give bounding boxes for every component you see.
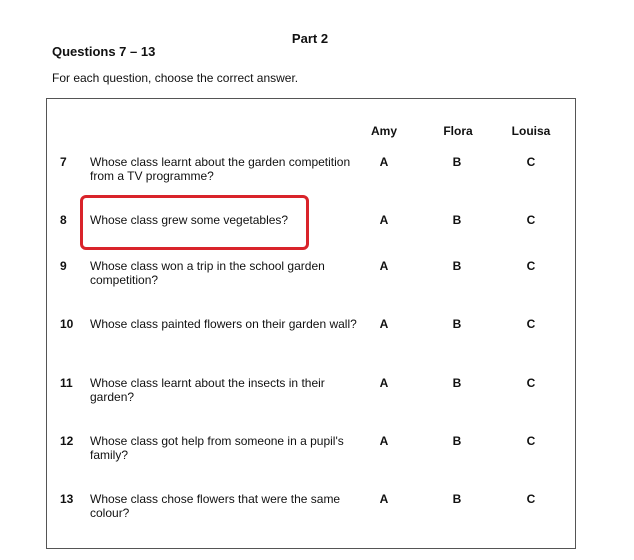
column-header-louisa: Louisa (511, 124, 551, 138)
option-a[interactable]: A (379, 213, 389, 227)
question-text: Whose class painted flowers on their garden wall? (90, 317, 357, 331)
option-a[interactable]: A (379, 317, 389, 331)
option-b[interactable]: B (452, 376, 462, 390)
highlight-box (80, 195, 309, 250)
question-text: Whose class grew some vegetables? (90, 213, 289, 227)
option-a[interactable]: A (379, 259, 389, 273)
option-c[interactable]: C (526, 376, 536, 390)
question-text: Whose class chose flowers that were the same colour? (90, 492, 341, 520)
option-a[interactable]: A (379, 376, 389, 390)
question-number: 9 (60, 259, 67, 273)
option-b[interactable]: B (452, 259, 462, 273)
option-b[interactable]: B (452, 317, 462, 331)
option-c[interactable]: C (526, 213, 536, 227)
column-header-flora: Flora (443, 124, 473, 138)
part-title: Part 2 (291, 31, 329, 46)
section-title: Questions 7 – 13 (52, 44, 156, 59)
question-number: 10 (60, 317, 74, 331)
option-a[interactable]: A (379, 155, 389, 169)
option-b[interactable]: B (452, 492, 462, 506)
question-number: 7 (60, 155, 67, 169)
question-number: 12 (60, 434, 74, 448)
instructions-text: For each question, choose the correct answer. (52, 71, 299, 85)
option-c[interactable]: C (526, 155, 536, 169)
option-a[interactable]: A (379, 492, 389, 506)
question-text: Whose class got help from someone in a pupil's family? (90, 434, 344, 462)
question-number: 13 (60, 492, 74, 506)
option-b[interactable]: B (452, 155, 462, 169)
option-c[interactable]: C (526, 492, 536, 506)
option-b[interactable]: B (452, 434, 462, 448)
question-text: Whose class won a trip in the school garden competition? (90, 259, 325, 287)
question-text: Whose class learnt about the garden competition from a TV programme? (90, 155, 351, 183)
option-c[interactable]: C (526, 434, 536, 448)
question-number: 8 (60, 213, 67, 227)
question-number: 11 (60, 376, 73, 390)
option-c[interactable]: C (526, 259, 536, 273)
option-b[interactable]: B (452, 213, 462, 227)
option-c[interactable]: C (526, 317, 536, 331)
option-a[interactable]: A (379, 434, 389, 448)
question-text: Whose class learnt about the insects in their garden? (90, 376, 325, 404)
column-header-amy: Amy (370, 124, 397, 138)
